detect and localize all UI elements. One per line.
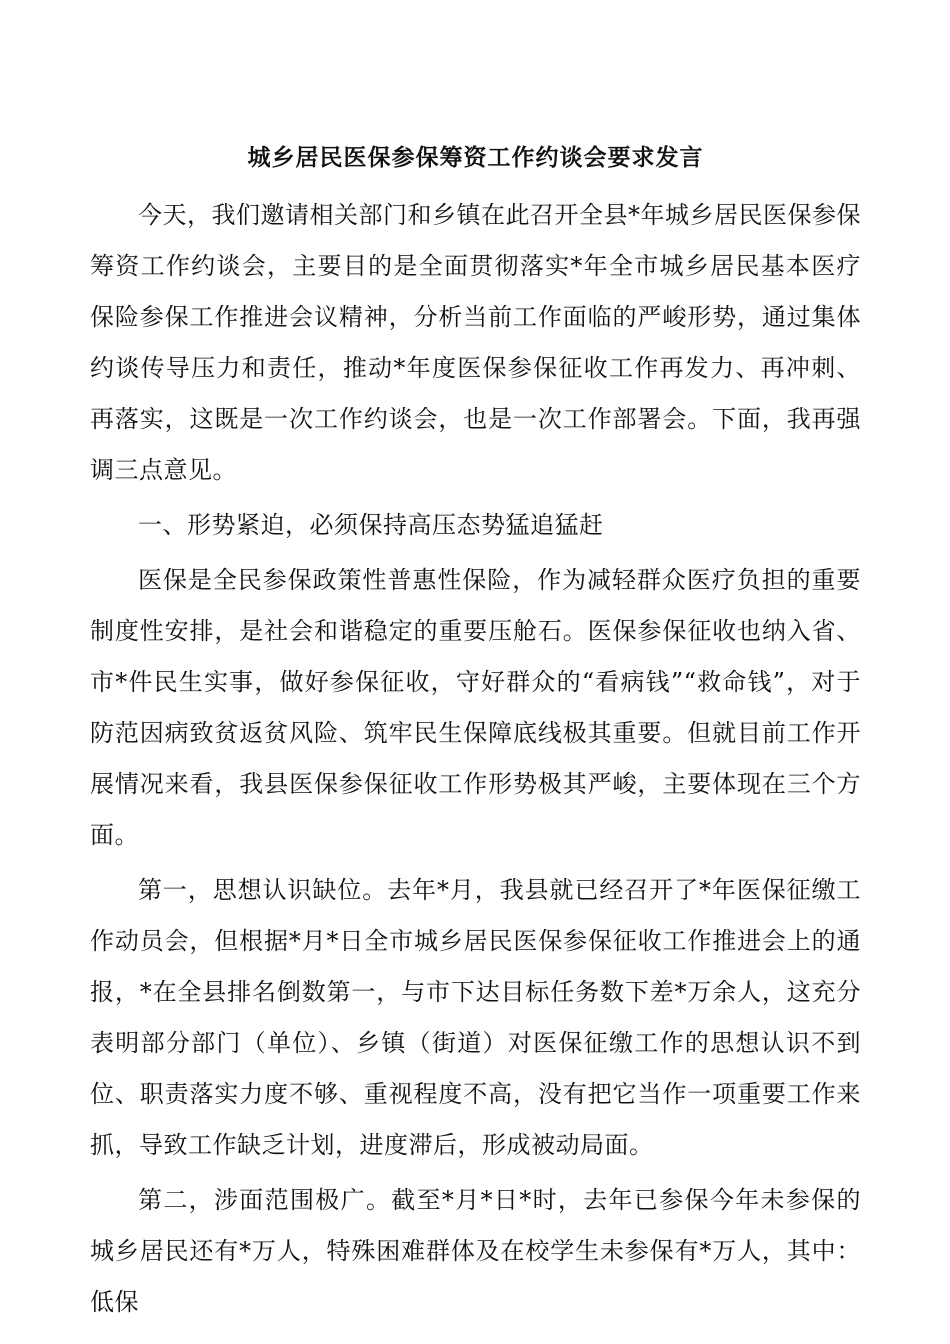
document-page	[90, 138, 861, 1332]
document-title: 城乡居民医保参保筹资工作约谈会要求发言	[247, 144, 704, 171]
paragraph-point-2: 第二，涉面范围极广。截至*月*日*时，去年已参保今年未参保的城乡居民还有*万人，特殊困难群体及在校学生未参保有*万人，其中：低保	[90, 1186, 861, 1316]
paragraph-point-1: 第一，思想认识缺位。去年*月，我县就已经召开了*年医保征缴工作动员会，但根据*月*日全市城乡居民医保参保征收工作推进会上的通报，*在全县排名倒数第一，与市下达目标任务数下差*万余人，这充分表明部分部门（单位）、乡镇（街道）对医保征缴工作的思想认识不到位、职责落实力度不够、重视程度不高，没有把它当作一项重要工作来抓，导致工作缺乏计划，进度滞后，形成被动局面。	[90, 876, 861, 1159]
paragraph-intro: 今天，我们邀请相关部门和乡镇在此召开全县*年城乡居民医保参保筹资工作约谈会，主要目的是全面贯彻落实*年全市城乡居民基本医疗保险参保工作推进会议精神，分析当前工作面临的严峻形势，通过集体约谈传导压力和责任，推动*年度医保参保征收工作再发力、再冲刺、再落实，这既是一次工作约谈会，也是一次工作部署会。下面，我再强调三点意见。	[90, 201, 861, 484]
paragraph-situation: 医保是全民参保政策性普惠性保险，作为减轻群众医疗负担的重要制度性安排，是社会和谐稳定的重要压舱石。医保参保征收也纳入省、市*件民生实事，做好参保征收，守好群众的“看病钱”“救命钱”，对于防范因病致贫返贫风险、筑牢民生保障底线极其重要。但就目前工作开展情况来看，我县医保参保征收工作形势极其严峻，主要体现在三个方面。	[90, 566, 861, 849]
section-heading-1: 一、形势紧迫，必须保持高压态势猛追猛赶	[138, 511, 604, 539]
